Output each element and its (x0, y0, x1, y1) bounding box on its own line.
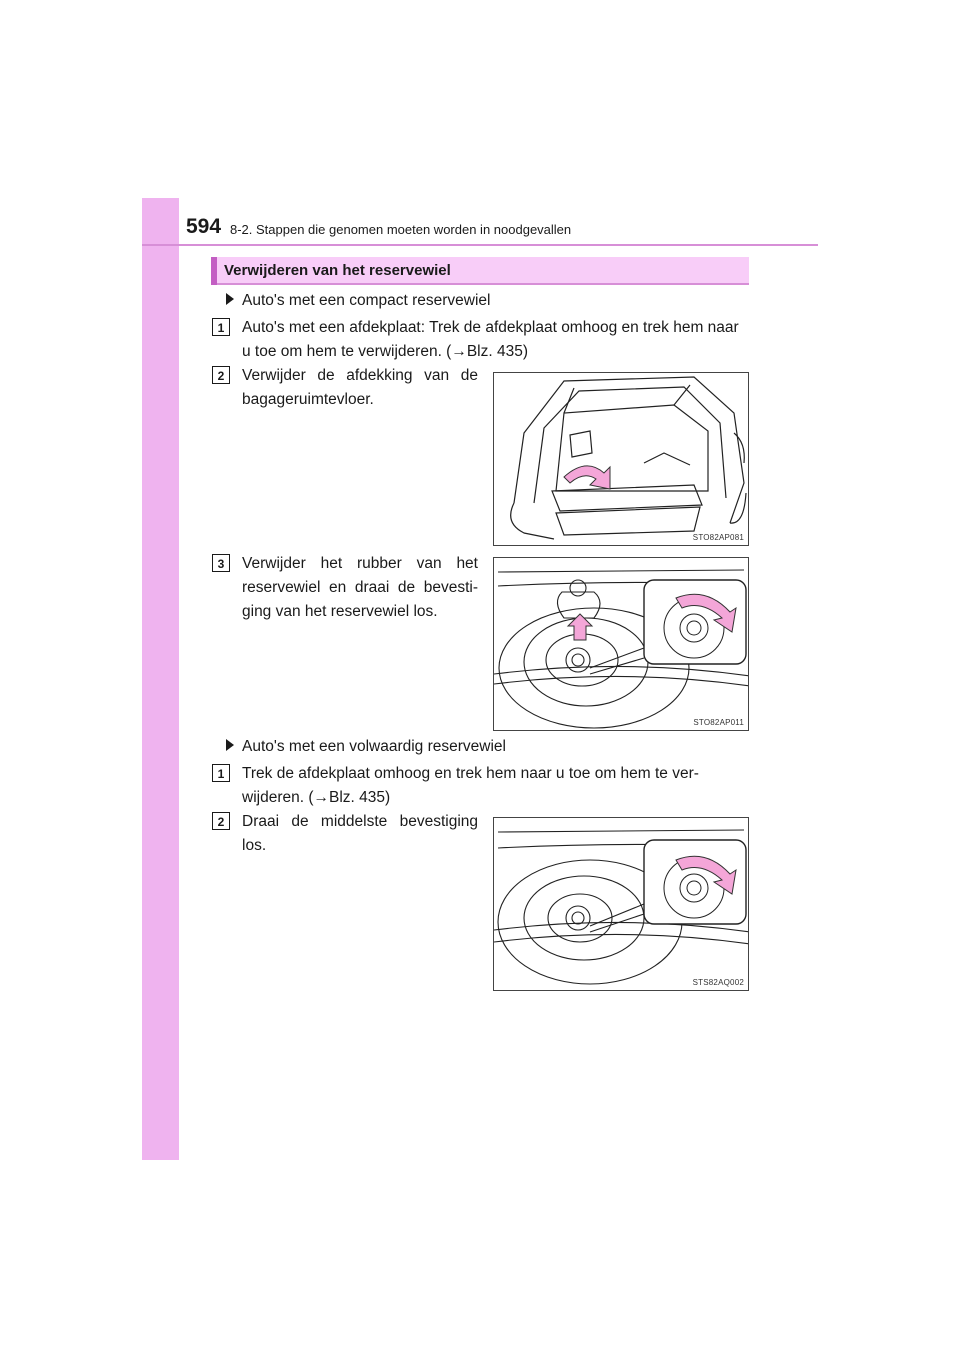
header-rule (142, 244, 818, 246)
step-text: Verwijder de afdekking van de bagageruimtevloer. (242, 367, 478, 408)
figure-spare-wheel-rubber (493, 557, 749, 731)
section-title: Verwijderen van het reservewiel (224, 262, 451, 279)
triangle-bullet-icon (226, 739, 234, 751)
chapter-title: 8-2. Stappen die genomen moeten worden in noodgevallen (230, 222, 572, 237)
triangle-bullet-icon (226, 293, 234, 305)
step-number: 2 (212, 366, 230, 384)
step-number: 1 (212, 318, 230, 336)
step-text: Auto's met een afdekplaat: Trek de afdekplaat omhoog en trek hem naar u toe om hem te verwijderen. (→Blz. 435) (242, 319, 739, 360)
figure-code: STO82AP011 (693, 718, 744, 727)
step-text: Draai de middelste bevestiging los. (242, 813, 478, 854)
variant-heading-fullsize: Auto's met een volwaardig reservewiel (242, 738, 506, 756)
figure-luggage-floor (493, 372, 749, 546)
chapter-sidebar-tab (142, 198, 179, 1160)
variant-heading-compact: Auto's met een compact reservewiel (242, 292, 490, 310)
curved-arrow-icon (564, 466, 610, 489)
step-text: Trek de afdekplaat omhoog en trek hem naar u toe om hem te ver-wijderen. (→Blz. 435) (242, 765, 699, 806)
step-text: Verwijder het rubber van het reservewiel en draai de bevesti-ging van het reservewiel los. (242, 555, 478, 620)
page-number: 594 (186, 215, 222, 238)
step-number: 1 (212, 764, 230, 782)
figure-center-fastener (493, 817, 749, 991)
step-number: 2 (212, 812, 230, 830)
step-number: 3 (212, 554, 230, 572)
figure-code: STO82AP081 (692, 533, 744, 542)
figure-code: STS82AQ002 (692, 978, 744, 987)
